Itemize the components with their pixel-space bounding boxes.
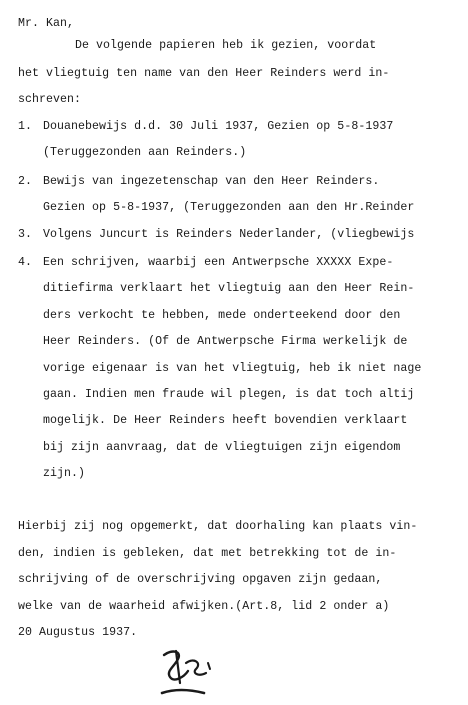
signature-mark [158,643,218,701]
closing-line-4: welke van de waarheid afwijken.(Art.8, lid 2 onder a) [18,600,390,613]
item-line: Volgens Juncurt is Reinders Nederlander, (vliegbewijs [43,228,415,241]
item-line: Bewijs van ingezetenschap van den Heer Reinders. [43,175,380,188]
item-number: 4. [18,256,33,269]
closing-line-1: Hierbij zij nog opgemerkt, dat doorhaling kan plaats vin- [18,520,418,533]
item-line: Heer Reinders. (Of de Antwerpsche Firma werkelijk de [43,335,408,348]
intro-line-3: schreven: [18,93,82,106]
item-line: zijn.) [43,467,86,480]
item-number: 2. [18,175,33,188]
item-line: Een schrijven, waarbij een Antwerpsche XXXXX Expe- [43,256,394,269]
item-number: 1. [18,120,33,133]
item-line: mogelijk. De Heer Reinders heeft bovendien verklaart [43,414,408,427]
item-line: vorige eigenaar is van het vliegtuig, heb ik niet nage [43,362,422,375]
closing-line-3: schrijving of de overschrijving opgaven zijn gedaan, [18,573,383,586]
item-line: Gezien op 5-8-1937, (Teruggezonden aan den Hr.Reinder [43,201,415,214]
date: 20 Augustus 1937. [18,626,138,639]
item-line: (Teruggezonden aan Reinders.) [43,146,247,159]
item-number: 3. [18,228,33,241]
item-line: ders verkocht te hebben, mede onderteekend door den [43,309,401,322]
item-line: gaan. Indien men fraude wil plegen, is dat toch altij [43,388,415,401]
closing-line-2: den, indien is gebleken, dat met betrekking tot de in- [18,547,397,560]
item-line: bij zijn aanvraag, dat de vliegtuigen zijn eigendom [43,441,401,454]
intro-line-2: het vliegtuig ten name van den Heer Reinders werd in- [18,67,390,80]
intro-line-1: De volgende papieren heb ik gezien, voordat [75,39,377,52]
item-line: ditiefirma verklaart het vliegtuig aan den Heer Rein- [43,282,415,295]
salutation: Mr. Kan, [18,17,75,30]
item-line: Douanebewijs d.d. 30 Juli 1937, Gezien op 5-8-1937 [43,120,394,133]
